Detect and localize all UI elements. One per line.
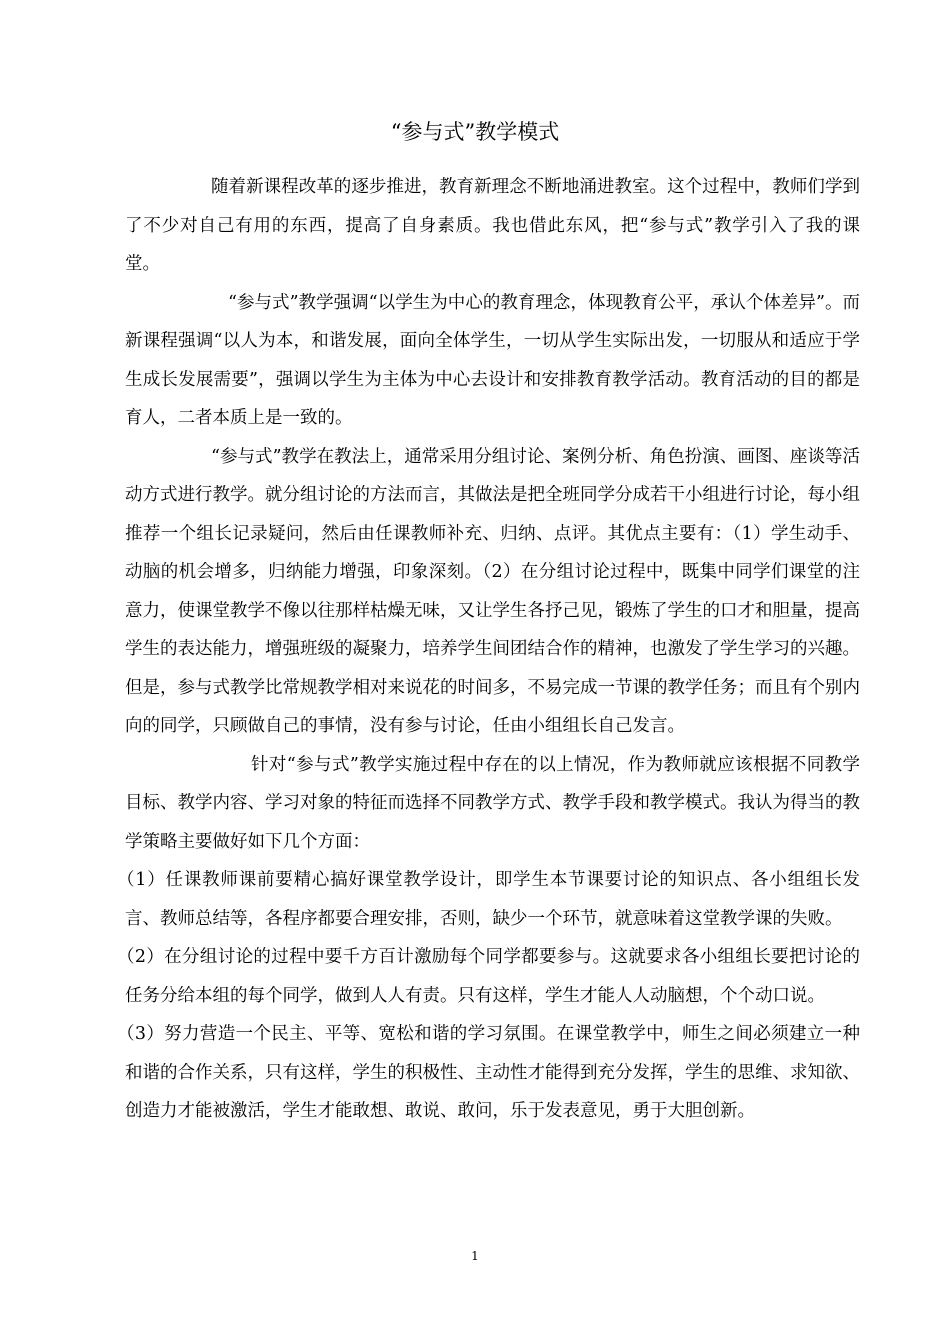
paragraph-concept: “参与式”教学强调“以学生为中心的教育理念，体现教育公平，承认个体差异”。而新课程强调“以人为本，和谐发展，面向全体学生，一切从学生实际出发，一切服从和适应于学生成长发展需要”，强调以学生为主体为中心去设计和安排教育教学活动。教育活动的目的都是育人，二者本质上是一致的。 bbox=[125, 292, 860, 428]
paragraph-point-2: （2）在分组讨论的过程中要千方百计激励每个同学都要参与。这就要求各小组组长要把讨论的任务分给本组的每个同学，做到人人有责。只有这样，学生才能人人动脑想，个个动口说。 bbox=[117, 947, 860, 1006]
page-number: 1 bbox=[471, 1249, 479, 1263]
document-title: “参与式”教学模式 bbox=[390, 120, 560, 144]
paragraph-point-1: （1）任课教师课前要精心搞好课堂教学设计，即学生本节课要讨论的知识点、各小组组长发言、教师总结等，各程序都要合理安排，否则，缺少一个环节，就意味着这堂教学课的失败。 bbox=[117, 870, 860, 929]
paragraph-methods: “参与式”教学在教法上，通常采用分组讨论、案例分析、角色扮演、画图、座谈等活动方式进行教学。就分组讨论的方法而言，其做法是把全班同学分成若干小组进行讨论，每小组推荐一个组长记录疑问，然后由任课教师补充、归纳、点评。其优点主要有：（1）学生动手、动脑的机会增多，归纳能力增强，印象深刻。（2）在分组讨论过程中，既集中同学们课堂的注意力，使课堂教学不像以往那样枯燥无味，又让学生各抒己见，锻炼了学生的口才和胆量，提高学生的表达能力，增强班级的凝聚力，培养学生间团结合作的精神，也激发了学生学习的兴趣。但是，参与式教学比常规教学相对来说花的时间多，不易完成一节课的教学任务；而且有个别内向的同学，只顾做自己的事情，没有参与讨论，任由小组组长自己发言。 bbox=[125, 446, 860, 736]
paragraph-point-3: （3）努力营造一个民主、平等、宽松和谐的学习氛围。在课堂教学中，师生之间必须建立一种和谐的合作关系，只有这样，学生的积极性、主动性才能得到充分发挥，学生的思维、求知欲、创造力才能被激活，学生才能敢想、敢说、敢问，乐于发表意见，勇于大胆创新。 bbox=[117, 1024, 860, 1121]
document-body bbox=[117, 168, 860, 1131]
paragraph-intro: 随着新课程改革的逐步推进，教育新理念不断地涌进教室。这个过程中，教师们学到了不少对自己有用的东西，提高了自身素质。我也借此东风，把“参与式”教学引入了我的课堂。 bbox=[125, 177, 860, 274]
paragraph-strategy: 针对“参与式”教学实施过程中存在的以上情况，作为教师就应该根据不同教学目标、教学内容、学习对象的特征而选择不同教学方式、教学手段和教学模式。我认为得当的教学策略主要做好如下几个方面： bbox=[125, 754, 860, 852]
